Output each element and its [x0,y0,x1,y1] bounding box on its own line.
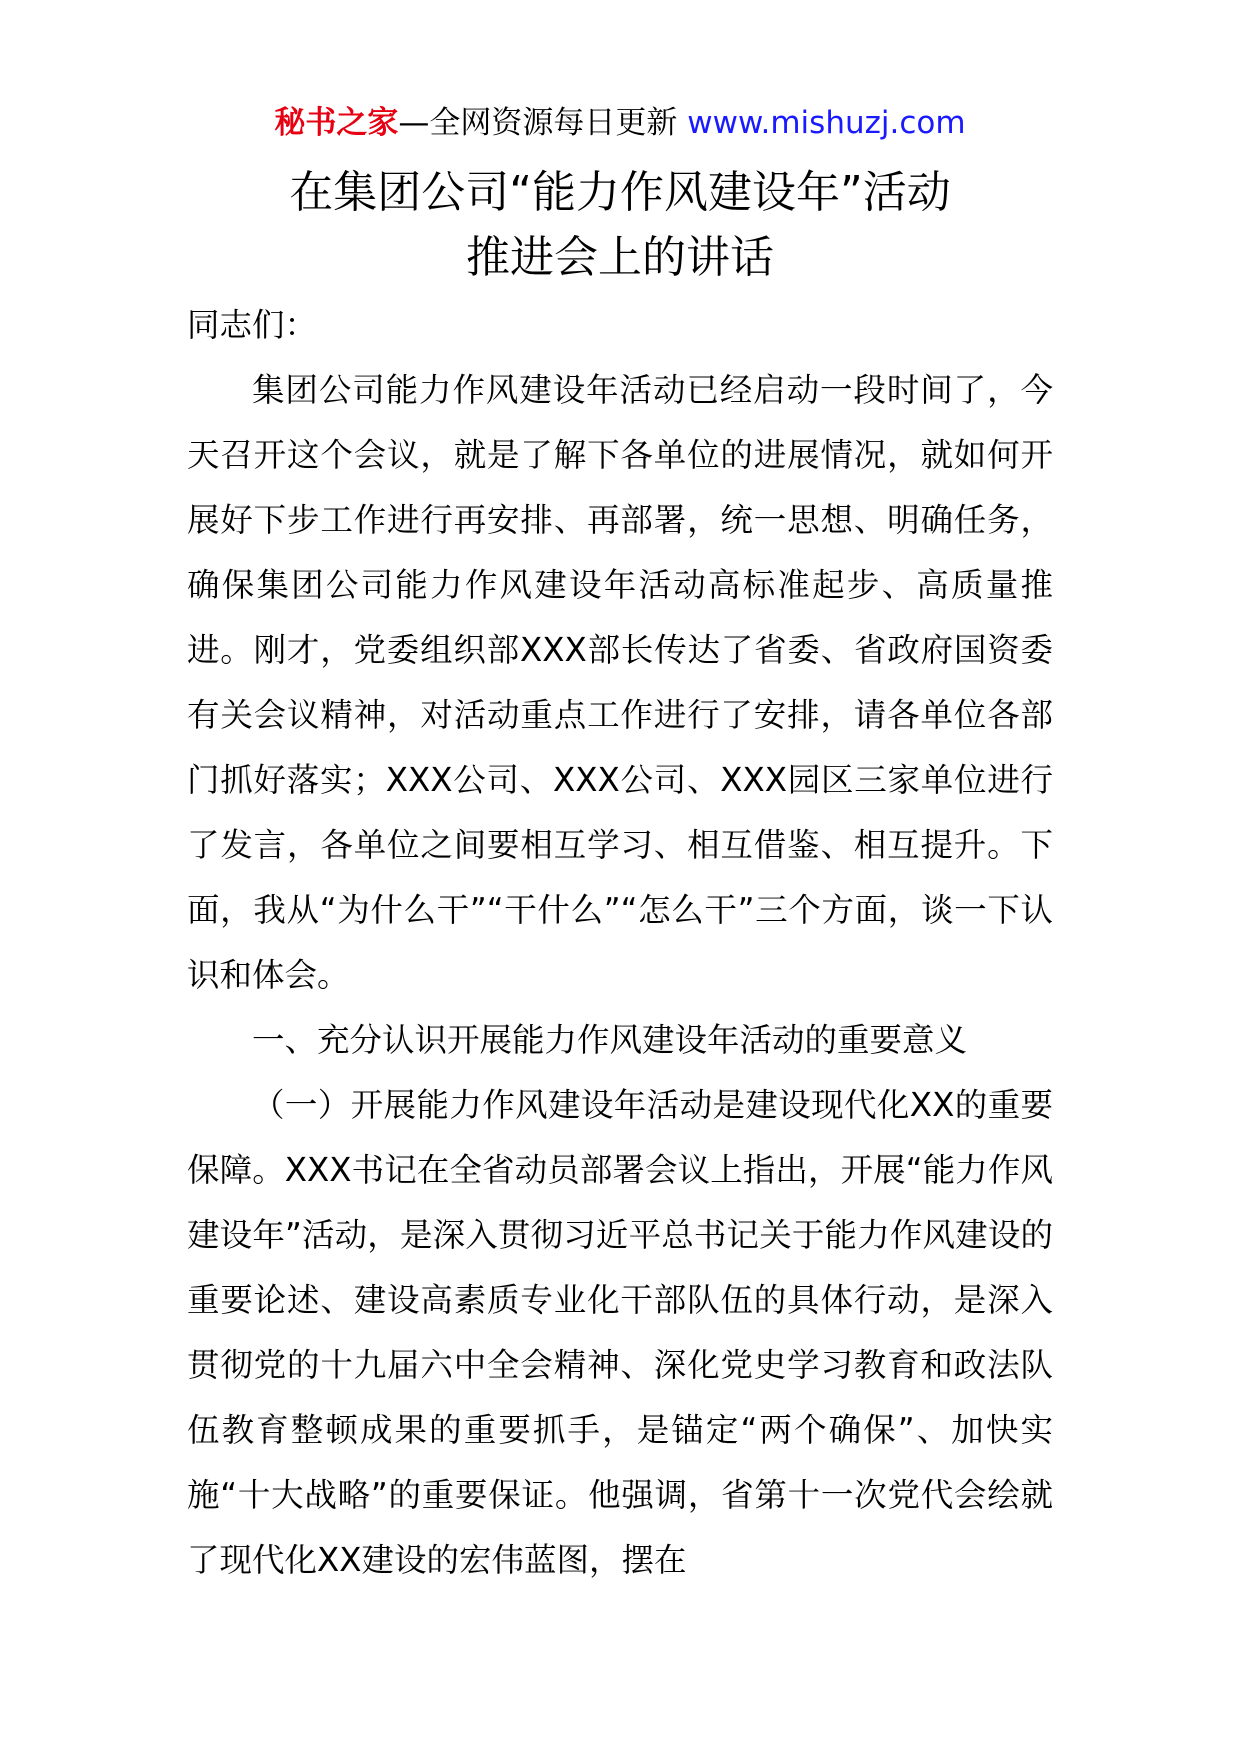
header-tagline: —全网资源每日更新 [398,105,688,141]
document-body [187,293,1053,1593]
paragraph-intro: 集团公司能力作风建设年活动已经启动一段时间了，今天召开这个会议，就是了解下各单位的进展情况，就如何开展好下步工作进行再安排、再部署，统一思想、明确任务，确保集团公司能力作风建设年活动高标准起步、高质量推进。刚才，党委组织部XXX部长传达了省委、省政府国资委有关会议精神，对活动重点工作进行了安排，请各单位各部门抓好落实；XXX公司、XXX公司、XXX园区三家单位进行了发言，各单位之间要相互学习、相互借鉴、相互提升。下面，我从“为什么干”“干什么”“怎么干”三个方面，谈一下认识和体会。 [187,371,1053,994]
document-title-line-1: 在集团公司“能力作风建设年”活动 [289,167,951,218]
brand-name: 秘书之家 [274,105,399,141]
paragraph-subsection-1: （一）开展能力作风建设年活动是建设现代化XX的重要保障。XXX书记在全省动员部署会议上指出，开展“能力作风建设年”活动，是深入贯彻习近平总书记关于能力作风建设的重要论述、建设高素质专业化干部队伍的具体行动，是深入贯彻党的十九届六中全会精神、深化党史学习教育和政法队伍教育整顿成果的重要抓手，是锚定“两个确保”、加快实施“十大战略”的重要保证。他强调，省第十一次党代会绘就了现代化XX建设的宏伟蓝图，摆在 [187,1086,1053,1579]
document-title-line-2: 推进会上的讲话 [466,232,774,283]
site-url: www.mishuzj.com [687,105,966,141]
section-heading-1: 一、充分认识开展能力作风建设年活动的重要意义 [252,1021,968,1059]
salutation: 同志们： [187,306,318,344]
site-header [0,100,1240,146]
